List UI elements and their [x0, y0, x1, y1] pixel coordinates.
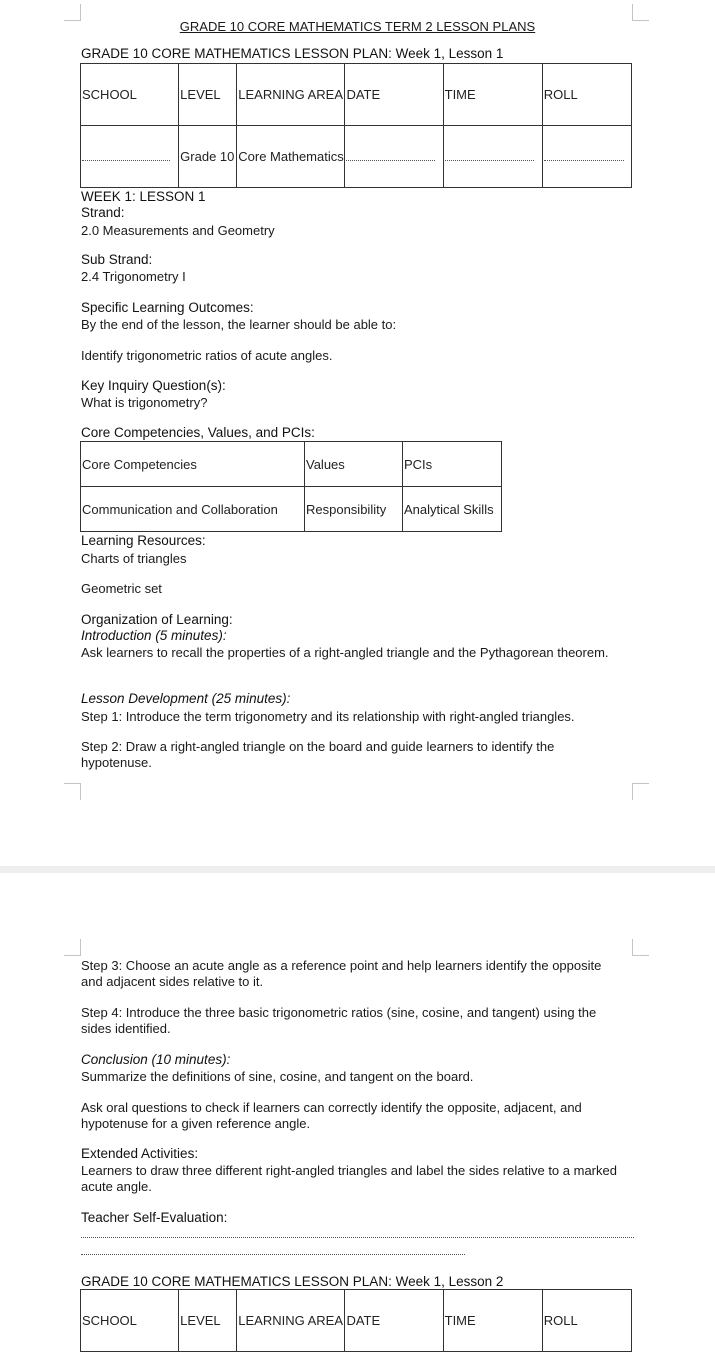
strand-label: Strand: [81, 205, 125, 220]
step-item: Step 3: Choose an acute angle as a reference point and help learners identify the opposite and adjacent sides relative to it. [81, 958, 602, 989]
lesson-info-table [80, 63, 632, 188]
header-time: TIME [443, 64, 542, 126]
page-gap [0, 866, 715, 873]
outcomes-intro: By the end of the lesson, the learner should be able to: [81, 317, 397, 332]
header-level: LEVEL [179, 64, 237, 126]
competencies-label: Core Competencies, Values, and PCIs: [81, 425, 315, 440]
sub-strand-label: Sub Strand: [81, 252, 153, 267]
table-header-row [81, 442, 502, 487]
lesson-heading: GRADE 10 CORE MATHEMATICS LESSON PLAN: Week 1, Lesson 2 [81, 1274, 504, 1289]
document-page-2 [0, 873, 715, 1333]
self-evaluation-line[interactable] [81, 1237, 634, 1238]
date-field[interactable] [345, 126, 443, 188]
table-header-row [81, 1290, 632, 1352]
extended-activities-label: Extended Activities: [81, 1146, 199, 1161]
conclusion-item: Ask oral questions to check if learners can correctly identify the opposite, adjacent, and hypotenuse for a given reference angle. [81, 1100, 582, 1131]
header-date: DATE [345, 1290, 443, 1352]
header-pcis: PCIs [403, 442, 502, 487]
time-field[interactable] [443, 126, 542, 188]
strand-value: 2.0 Measurements and Geometry [81, 223, 275, 238]
sub-strand-value: 2.4 Trigonometry I [81, 269, 186, 284]
page-corner-mark [632, 939, 649, 956]
step-item: Step 4: Introduce the three basic trigonometric ratios (sine, cosine, and tangent) using the sides identified. [81, 1005, 597, 1036]
header-learning-area: LEARNING AREA [237, 64, 345, 126]
step-item: Step 1: Introduce the term trigonometry and its relationship with right-angled triangles. [81, 709, 575, 724]
resource-item: Charts of triangles [81, 551, 187, 566]
header-date: DATE [345, 64, 443, 126]
inquiry-label: Key Inquiry Question(s): [81, 378, 226, 393]
outcome-item: Identify trigonometric ratios of acute angles. [81, 348, 333, 363]
step-item: Step 2: Draw a right-angled triangle on the board and guide learners to identify the hypotenuse. [81, 739, 555, 770]
table-header-row [81, 64, 632, 126]
introduction-label: Introduction (5 minutes): [81, 628, 227, 643]
header-roll: ROLL [542, 1290, 631, 1352]
introduction-text: Ask learners to recall the properties of a right-angled triangle and the Pythagorean theorem. [81, 645, 609, 660]
competencies-table [80, 441, 502, 532]
header-level: LEVEL [179, 1290, 237, 1352]
learning-area-value: Core Mathematics [237, 126, 345, 188]
self-evaluation-line[interactable] [81, 1254, 465, 1255]
table-row [81, 487, 502, 532]
header-core-competencies: Core Competencies [81, 442, 305, 487]
resources-label: Learning Resources: [81, 533, 206, 548]
lesson-info-table [80, 1289, 632, 1352]
roll-field[interactable] [542, 126, 631, 188]
resource-item: Geometric set [81, 581, 162, 596]
table-row [81, 126, 632, 188]
competency-value: Communication and Collaboration [81, 487, 305, 532]
lesson-heading: GRADE 10 CORE MATHEMATICS LESSON PLAN: Week 1, Lesson 1 [81, 46, 504, 61]
outcomes-label: Specific Learning Outcomes: [81, 300, 254, 315]
header-learning-area: LEARNING AREA [237, 1290, 345, 1352]
extended-activities-text: Learners to draw three different right-angled triangles and label the sides relative to a marked acute angle. [81, 1163, 617, 1194]
header-school: SCHOOL [81, 1290, 179, 1352]
header-time: TIME [443, 1290, 542, 1352]
page-corner-mark [64, 783, 81, 800]
level-value: Grade 10 [179, 126, 237, 188]
inquiry-question: What is trigonometry? [81, 395, 208, 410]
organization-label: Organization of Learning: [81, 612, 233, 627]
page-corner-mark [64, 939, 81, 956]
header-roll: ROLL [542, 64, 631, 126]
value-item: Responsibility [305, 487, 403, 532]
pci-item: Analytical Skills [403, 487, 502, 532]
conclusion-item: Summarize the definitions of sine, cosine, and tangent on the board. [81, 1069, 474, 1084]
document-title: GRADE 10 CORE MATHEMATICS TERM 2 LESSON PLANS [179, 19, 536, 34]
header-school: SCHOOL [81, 64, 179, 126]
week-lesson-label: WEEK 1: LESSON 1 [81, 189, 206, 204]
development-label: Lesson Development (25 minutes): [81, 691, 291, 706]
page-corner-mark [632, 783, 649, 800]
conclusion-label: Conclusion (10 minutes): [81, 1052, 231, 1067]
header-values: Values [305, 442, 403, 487]
self-evaluation-label: Teacher Self-Evaluation: [81, 1210, 228, 1225]
school-field[interactable] [81, 126, 179, 188]
